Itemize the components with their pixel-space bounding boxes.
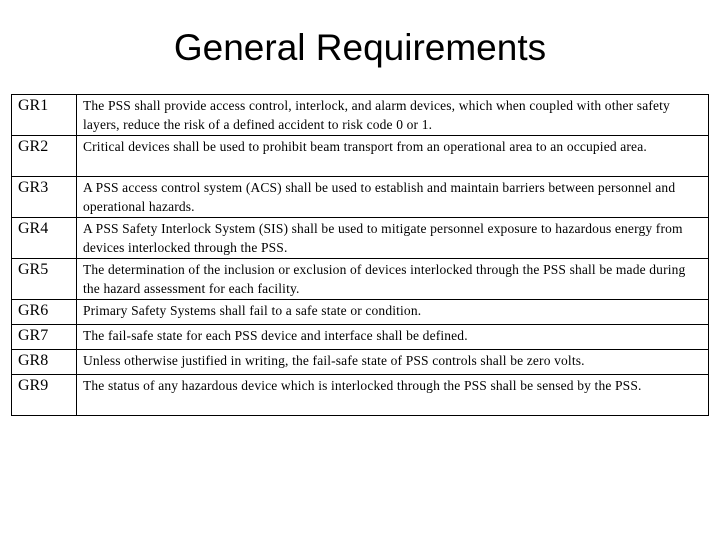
table-row <box>12 218 709 259</box>
requirement-text: The fail-safe state for each PSS device and interface shall be defined. <box>77 325 709 350</box>
requirement-text: Critical devices shall be used to prohibit beam transport from an operational area to an occupied area. <box>77 136 709 177</box>
requirement-code: GR3 <box>12 177 77 218</box>
requirement-code: GR5 <box>12 259 77 300</box>
requirement-code: GR7 <box>12 325 77 350</box>
table-row <box>12 95 709 136</box>
requirements-table <box>11 94 709 416</box>
table-row <box>12 259 709 300</box>
requirement-text: The status of any hazardous device which is interlocked through the PSS shall be sensed by the PSS. <box>77 375 709 416</box>
table-row <box>12 350 709 375</box>
table-row <box>12 375 709 416</box>
requirement-text: Primary Safety Systems shall fail to a safe state or condition. <box>77 300 709 325</box>
requirement-text: Unless otherwise justified in writing, the fail-safe state of PSS controls shall be zero volts. <box>77 350 709 375</box>
requirement-code: GR8 <box>12 350 77 375</box>
table-row <box>12 136 709 177</box>
requirement-code: GR2 <box>12 136 77 177</box>
requirement-text: The PSS shall provide access control, interlock, and alarm devices, which when coupled with other safety layers, reduce the risk of a defined accident to risk code 0 or 1. <box>77 95 709 136</box>
requirement-text: The determination of the inclusion or exclusion of devices interlocked through the PSS shall be made during the hazard assessment for each facility. <box>77 259 709 300</box>
page-title: General Requirements <box>173 27 547 68</box>
requirement-code: GR6 <box>12 300 77 325</box>
requirement-text: A PSS Safety Interlock System (SIS) shall be used to mitigate personnel exposure to hazardous energy from devices interlocked through the PSS. <box>77 218 709 259</box>
table-row <box>12 300 709 325</box>
requirement-code: GR9 <box>12 375 77 416</box>
table-row <box>12 325 709 350</box>
requirement-code: GR1 <box>12 95 77 136</box>
requirement-code: GR4 <box>12 218 77 259</box>
table-row <box>12 177 709 218</box>
requirement-text: A PSS access control system (ACS) shall be used to establish and maintain barriers between personnel and operational hazards. <box>77 177 709 218</box>
